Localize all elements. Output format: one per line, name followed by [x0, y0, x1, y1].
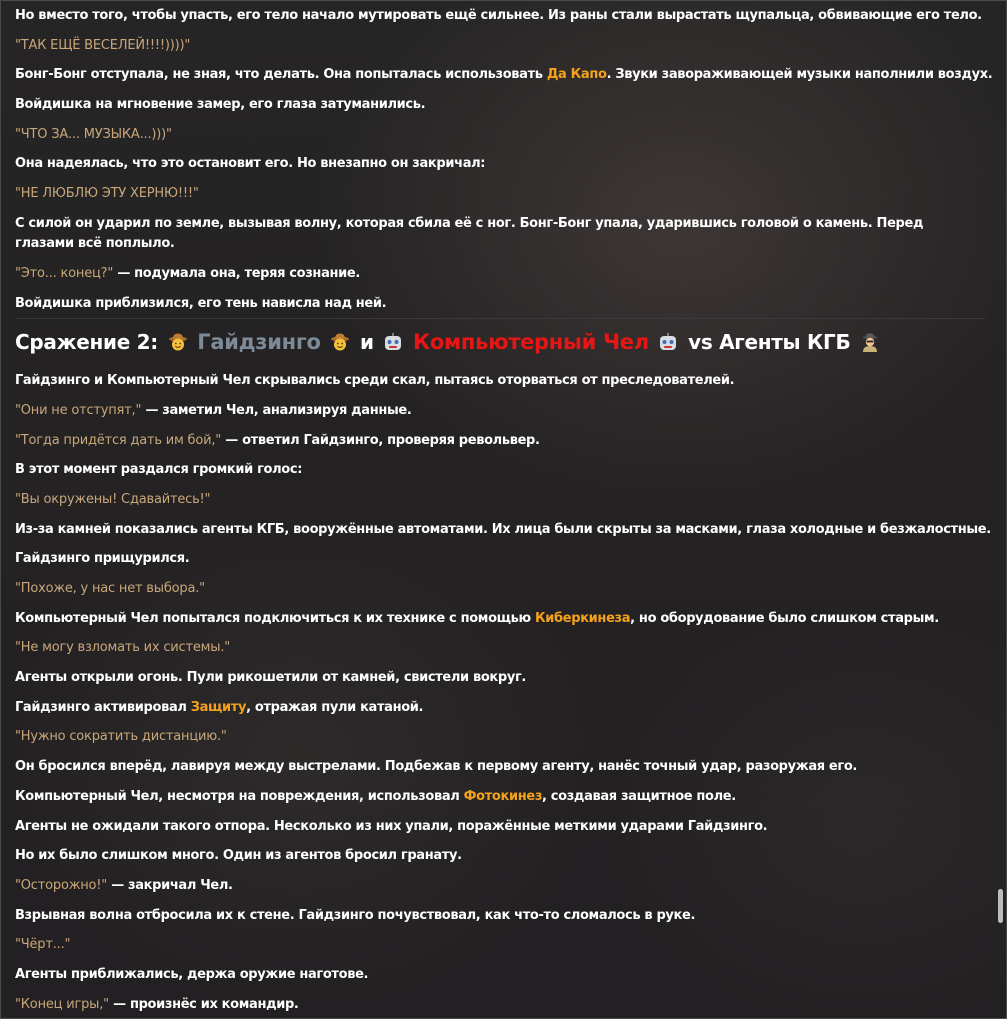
- robot-face-icon: [383, 322, 403, 342]
- story-paragraph: [15, 901, 985, 931]
- narration-text: Гайдзинго прищурился.: [15, 551, 190, 567]
- narration-text: Взрывная волна отбросила их к стене. Гайдзинго почувствовал, как что-то сломалось в руке.: [15, 907, 696, 923]
- narration-text: Но их было слишком много. Один из агентов бросил гранату.: [15, 848, 462, 864]
- narration-text: — заметил Чел, анализируя данные.: [141, 402, 412, 418]
- cowboy-face-icon: [168, 322, 188, 342]
- story-paragraph: [15, 930, 985, 960]
- character-name-computer-guy: Компьютерный Чел: [413, 330, 649, 355]
- dialogue-quote: "Не могу взломать их системы.": [15, 640, 231, 656]
- narration-text: , создавая защитное поле.: [542, 788, 736, 804]
- narration-text: , отражая пули катаной.: [246, 699, 424, 715]
- story-paragraph: [15, 259, 985, 289]
- story-paragraph: [15, 782, 985, 812]
- story-paragraph: [15, 1, 985, 31]
- narration-text: Агенты открыли огонь. Пули рикошетили от камней, свистели вокруг.: [15, 670, 526, 686]
- story-paragraph: [15, 871, 985, 901]
- character-name-gaidzingo: Гайдзинго: [197, 330, 321, 355]
- story-paragraph: [15, 990, 985, 1019]
- dialogue-quote: "ЧТО ЗА... МУЗЫКА...)))": [15, 126, 172, 142]
- dialogue-quote: "Вы окружены! Сдавайтесь!": [15, 491, 211, 507]
- narration-text: Гайдзинго и Компьютерный Чел скрывались среди скал, пытаясь оторваться от преследователей.: [15, 373, 735, 389]
- dialogue-quote: "Осторожно!": [15, 877, 108, 893]
- narration-text: Она надеялась, что это остановит его. Но внезапно он закричал:: [15, 156, 486, 172]
- narration-text: Компьютерный Чел попытался подключиться к их технике с помощью: [15, 610, 536, 626]
- heading-suffix: vs Агенты КГБ: [688, 330, 851, 355]
- story-paragraph: [15, 60, 993, 90]
- battle-heading: [15, 318, 985, 366]
- story-content: [15, 1, 993, 1019]
- story-paragraph: [15, 752, 985, 782]
- spy-icon: [860, 322, 880, 342]
- narration-text: Агенты приближались, держа оружие наготове.: [15, 966, 369, 982]
- narration-text: Войдишка на мгновение замер, его глаза затуманились.: [15, 97, 426, 113]
- narration-text: С силой он ударил по земле, вызывая волну, которая сбила её с ног. Бонг-Бонг упала, ударившись головой о камень. Перед глазами всё поплыло.: [15, 215, 924, 251]
- story-paragraph: [15, 289, 985, 319]
- dialogue-quote: "Чёрт...": [15, 937, 71, 953]
- dialogue-quote: "ТАК ЕЩЁ ВЕСЕЛЕЙ!!!!))))": [15, 37, 191, 53]
- narration-text: Он бросился вперёд, лавируя между выстрелами. Подбежав к первому агенту, нанёс точный удар, разоружая его.: [15, 759, 858, 775]
- dialogue-quote: "НЕ ЛЮБЛЮ ЭТУ ХЕРНЮ!!!": [15, 186, 199, 202]
- narration-text: Бонг-Бонг отступала, не зная, что делать. Она попыталась использовать: [15, 67, 547, 83]
- story-paragraph: [15, 455, 985, 485]
- ability-name: Да Капо: [546, 67, 607, 83]
- story-paragraph: [15, 574, 985, 604]
- narration-text: Но вместо того, чтобы упасть, его тело начало мутировать ещё сильнее. Из раны стали вырастать щупальца, обвивающие его тело.: [15, 8, 982, 23]
- story-paragraph: [15, 515, 991, 545]
- story-paragraph: [15, 663, 985, 693]
- paragraphs-after: [15, 366, 991, 1019]
- story-paragraph: [15, 426, 985, 456]
- heading-conjunction: и: [359, 330, 374, 355]
- story-paragraph: [15, 604, 985, 634]
- narration-text: Войдишка приблизился, его тень нависла над ней.: [15, 295, 387, 311]
- narration-text: , но оборудование было слишком старым.: [630, 610, 939, 626]
- narration-text: В этот момент раздался громкий голос:: [15, 462, 303, 478]
- dialogue-quote: "Похоже, у нас нет выбора.": [15, 581, 205, 596]
- dialogue-quote: "Конец игры,": [15, 996, 109, 1012]
- ability-name: Киберкинеза: [535, 610, 631, 626]
- narration-text: Из-за камней показались агенты КГБ, вооружённые автоматами. Их лица были скрыты за масками, глаза холодные и безжалостные.: [15, 521, 991, 537]
- narration-text: — ответил Гайдзинго, проверяя револьвер.: [221, 432, 540, 448]
- story-paragraph: [15, 31, 985, 61]
- ability-name: Фотокинез: [463, 788, 543, 804]
- story-paragraph: [15, 396, 985, 426]
- narration-text: Компьютерный Чел, несмотря на повреждения, использовал: [15, 788, 464, 804]
- scrollbar-thumb[interactable]: [998, 889, 1003, 923]
- paragraphs-before: [15, 1, 993, 318]
- ability-name: Защиту: [190, 699, 247, 715]
- narration-text: Агенты не ожидали такого отпора. Несколько из них упали, поражённые меткими ударами Гайдзинго.: [15, 818, 768, 834]
- story-paragraph: [15, 209, 985, 259]
- dialogue-quote: "Это... конец?": [15, 265, 114, 281]
- story-paragraph: [15, 960, 985, 990]
- story-paragraph: [15, 693, 985, 723]
- story-paragraph: [15, 841, 985, 871]
- narration-text: — подумала она, теряя сознание.: [113, 265, 360, 281]
- narration-text: — закричал Чел.: [107, 877, 233, 893]
- story-paragraph: [15, 485, 985, 515]
- robot-face-icon: [658, 322, 678, 342]
- story-paragraph: [15, 812, 985, 842]
- story-paragraph: [15, 149, 985, 179]
- narration-text: Гайдзинго активировал: [15, 699, 191, 715]
- story-paragraph: [15, 366, 985, 396]
- dialogue-quote: "Они не отступят,": [15, 402, 142, 418]
- narration-text: . Звуки завораживающей музыки наполнили воздух.: [606, 67, 993, 83]
- story-paragraph: [15, 179, 985, 209]
- dialogue-quote: "Тогда придётся дать им бой,": [15, 432, 222, 448]
- narration-text: — произнёс их командир.: [108, 996, 299, 1012]
- story-paragraph: [15, 722, 985, 752]
- story-paragraph: [15, 90, 985, 120]
- story-paragraph: [15, 544, 985, 574]
- story-paragraph: [15, 120, 985, 150]
- cowboy-face-icon: [330, 322, 350, 342]
- dialogue-quote: "Нужно сократить дистанцию.": [15, 729, 227, 745]
- heading-prefix: Сражение 2:: [15, 330, 158, 355]
- story-paragraph: [15, 633, 985, 663]
